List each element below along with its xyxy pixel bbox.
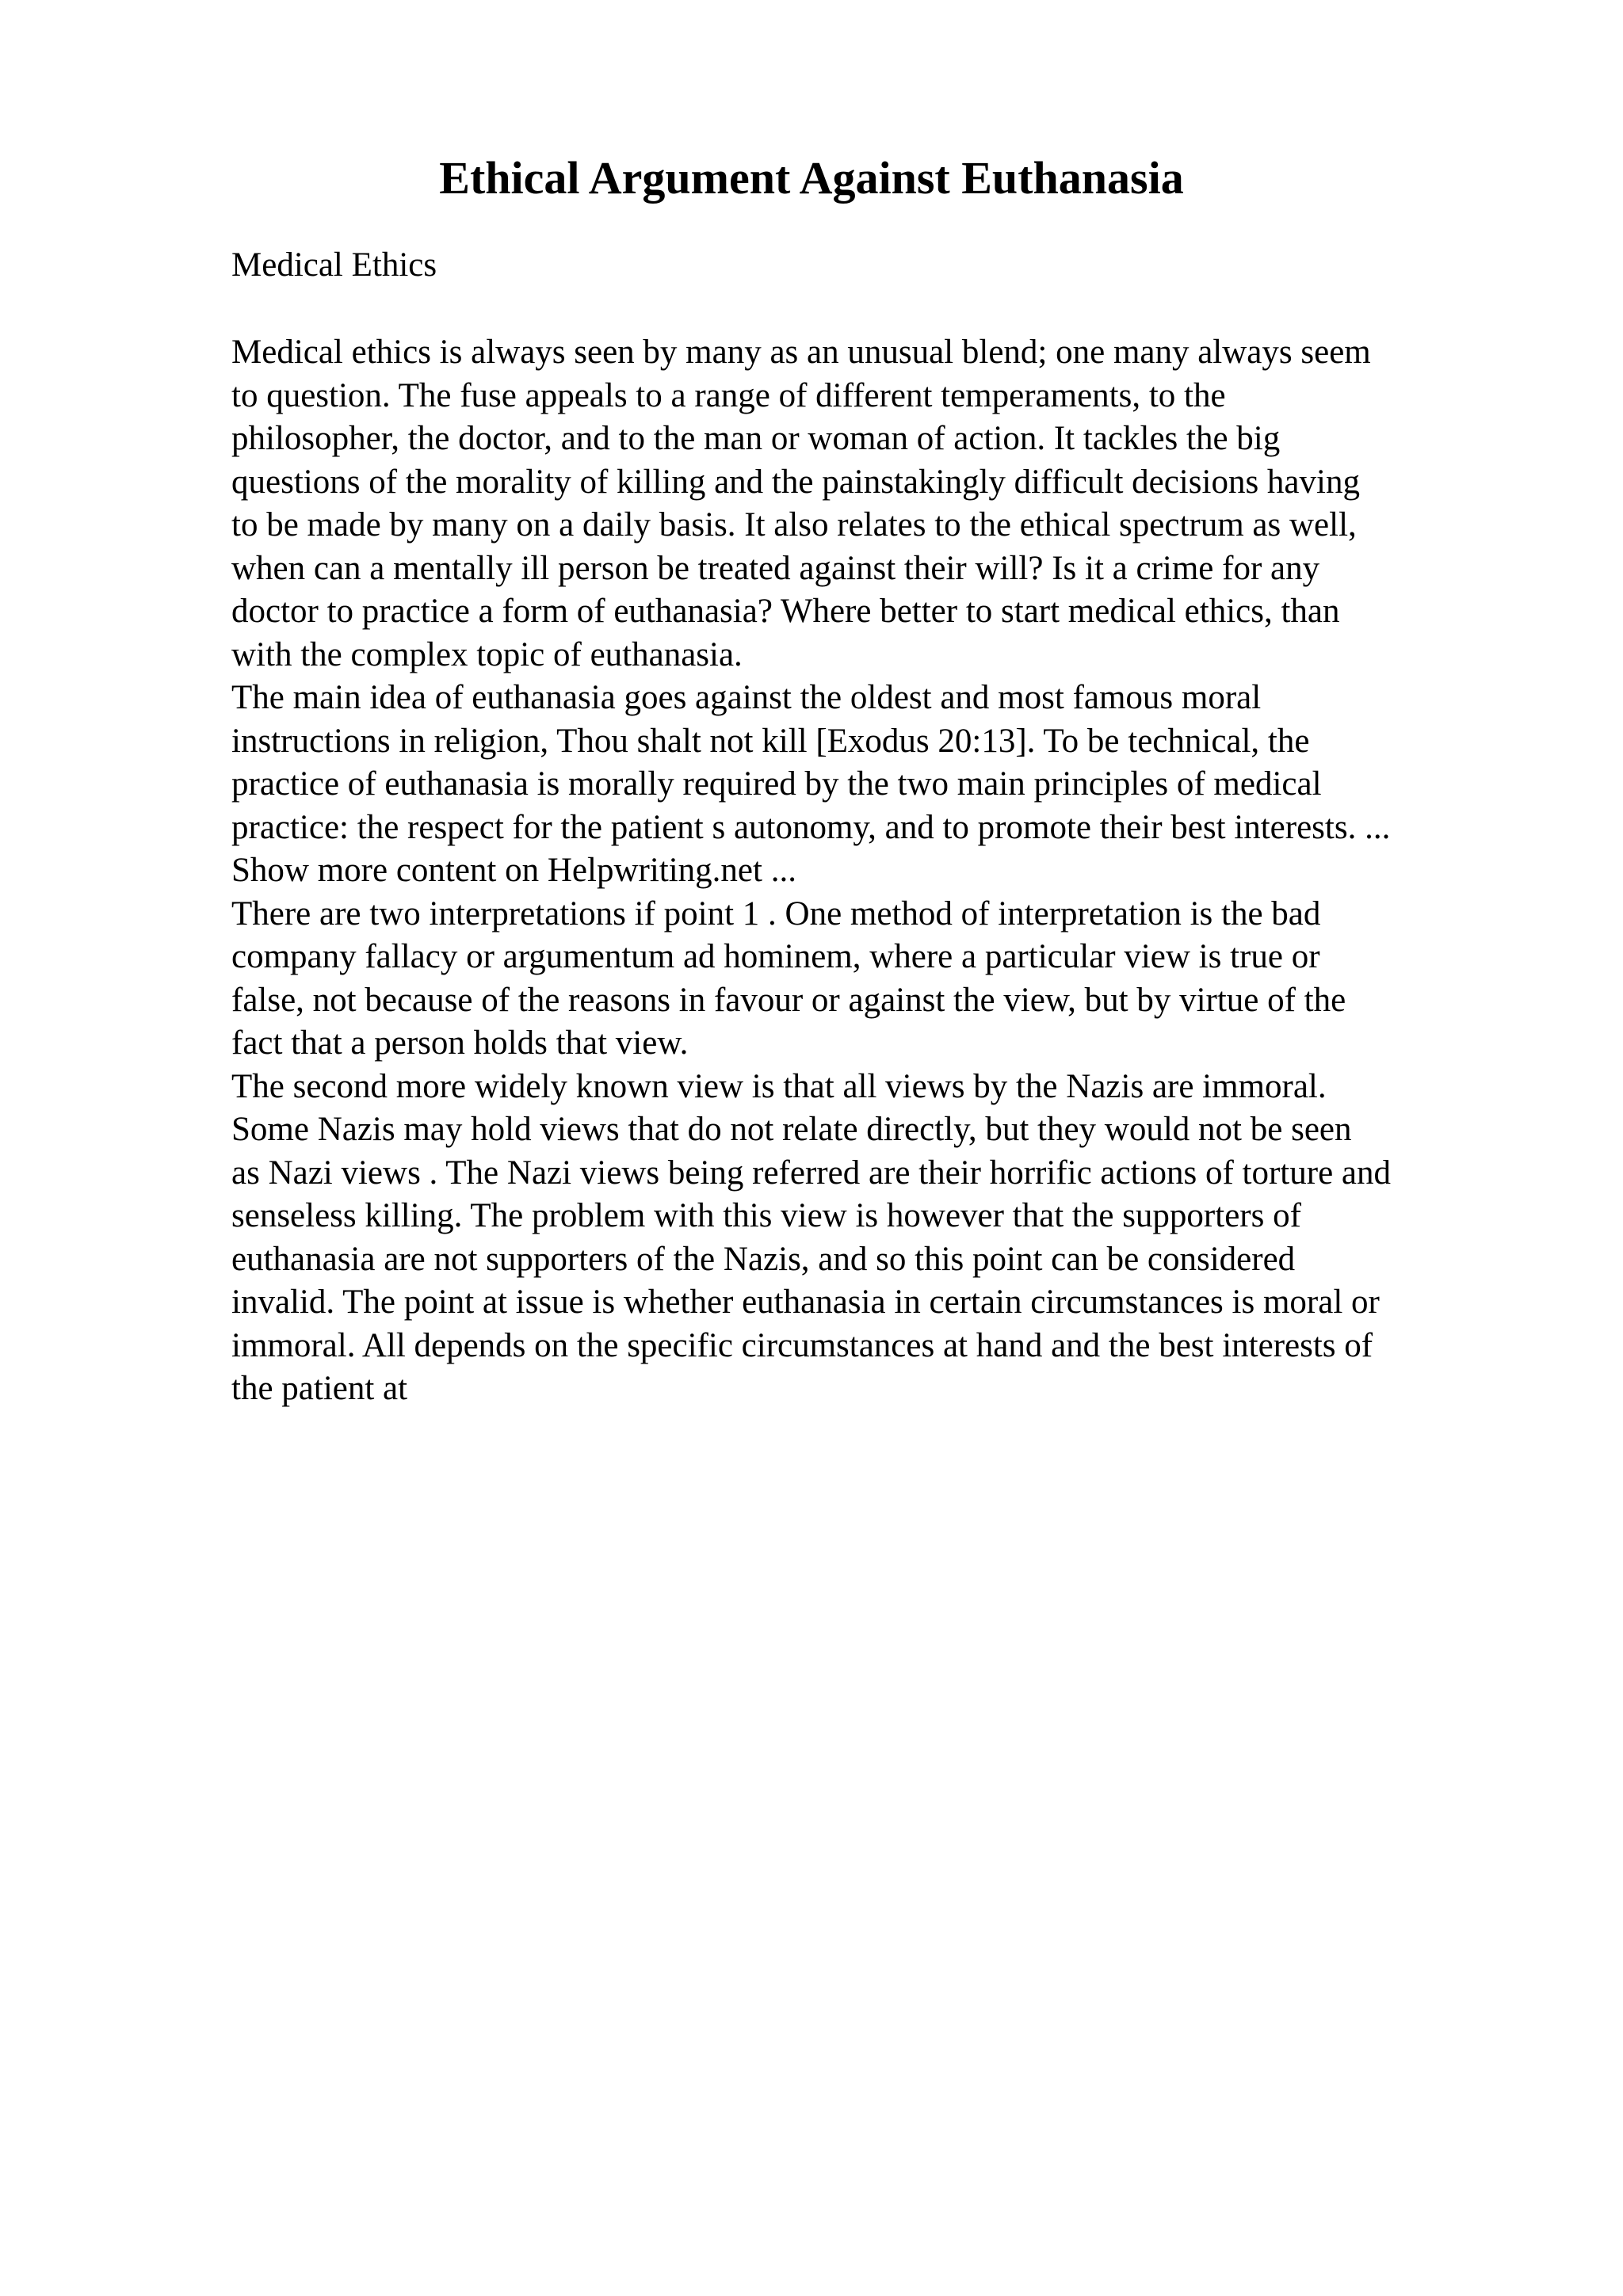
text-line: Show more content on Helpwriting.net ... [231, 852, 796, 889]
text-line: Some Nazis may hold views that do not relate directly, but they would not be seen [231, 1111, 1352, 1148]
body-text [231, 331, 1547, 1411]
text-line: doctor to practice a form of euthanasia? Where better to start medical ethics, than [231, 593, 1340, 630]
text-line: immoral. All depends on the specific circumstances at hand and the best interests of [231, 1326, 1373, 1364]
document-title: Ethical Argument Against Euthanasia [439, 152, 1184, 204]
text-line: company fallacy or argumentum ad hominem, where a particular view is true or [231, 938, 1320, 975]
text-line: There are two interpretations if point 1 . One method of interpretation is the bad [231, 894, 1321, 933]
text-line: Medical ethics is always seen by many as an unusual blend; one many always seem [231, 334, 1371, 371]
text-line: to question. The fuse appeals to a range of different temperaments, to the [231, 376, 1226, 414]
text-line: fact that a person holds that view. [231, 1024, 689, 1062]
text-line: with the complex topic of euthanasia. [231, 635, 743, 673]
text-line: as Nazi views . The Nazi views being referred are their horrific actions of torture and [231, 1154, 1391, 1192]
text-line: senseless killing. The problem with this view is however that the supporters of [231, 1197, 1301, 1234]
text-line: questions of the morality of killing and the painstakingly difficult decisions having [231, 463, 1360, 501]
text-line: when can a mentally ill person be treated against their will? Is it a crime for any [231, 549, 1320, 587]
text-line: practice of euthanasia is morally required by the two main principles of medical [231, 765, 1322, 803]
text-line: invalid. The point at issue is whether euthanasia in certain circumstances is moral or [231, 1283, 1380, 1321]
text-line: philosopher, the doctor, and to the man or woman of action. It tackles the big [231, 420, 1281, 457]
text-line: false, not because of the reasons in favour or against the view, but by virtue of the [231, 981, 1346, 1019]
text-line: instructions in religion, Thou shalt not kill [Exodus 20:13]. To be technical, the [231, 722, 1310, 760]
section-heading: Medical Ethics [231, 246, 437, 284]
text-line: The second more widely known view is that all views by the Nazis are immoral. [231, 1067, 1327, 1105]
text-line: to be made by many on a daily basis. It also relates to the ethical spectrum as well, [231, 506, 1357, 543]
text-line: euthanasia are not supporters of the Nazis, and so this point can be considered [231, 1240, 1296, 1278]
text-line: the patient at [231, 1370, 408, 1407]
text-line: The main idea of euthanasia goes against the oldest and most famous moral [231, 679, 1262, 716]
text-line: practice: the respect for the patient s autonomy, and to promote their best interests. ... [231, 808, 1391, 846]
